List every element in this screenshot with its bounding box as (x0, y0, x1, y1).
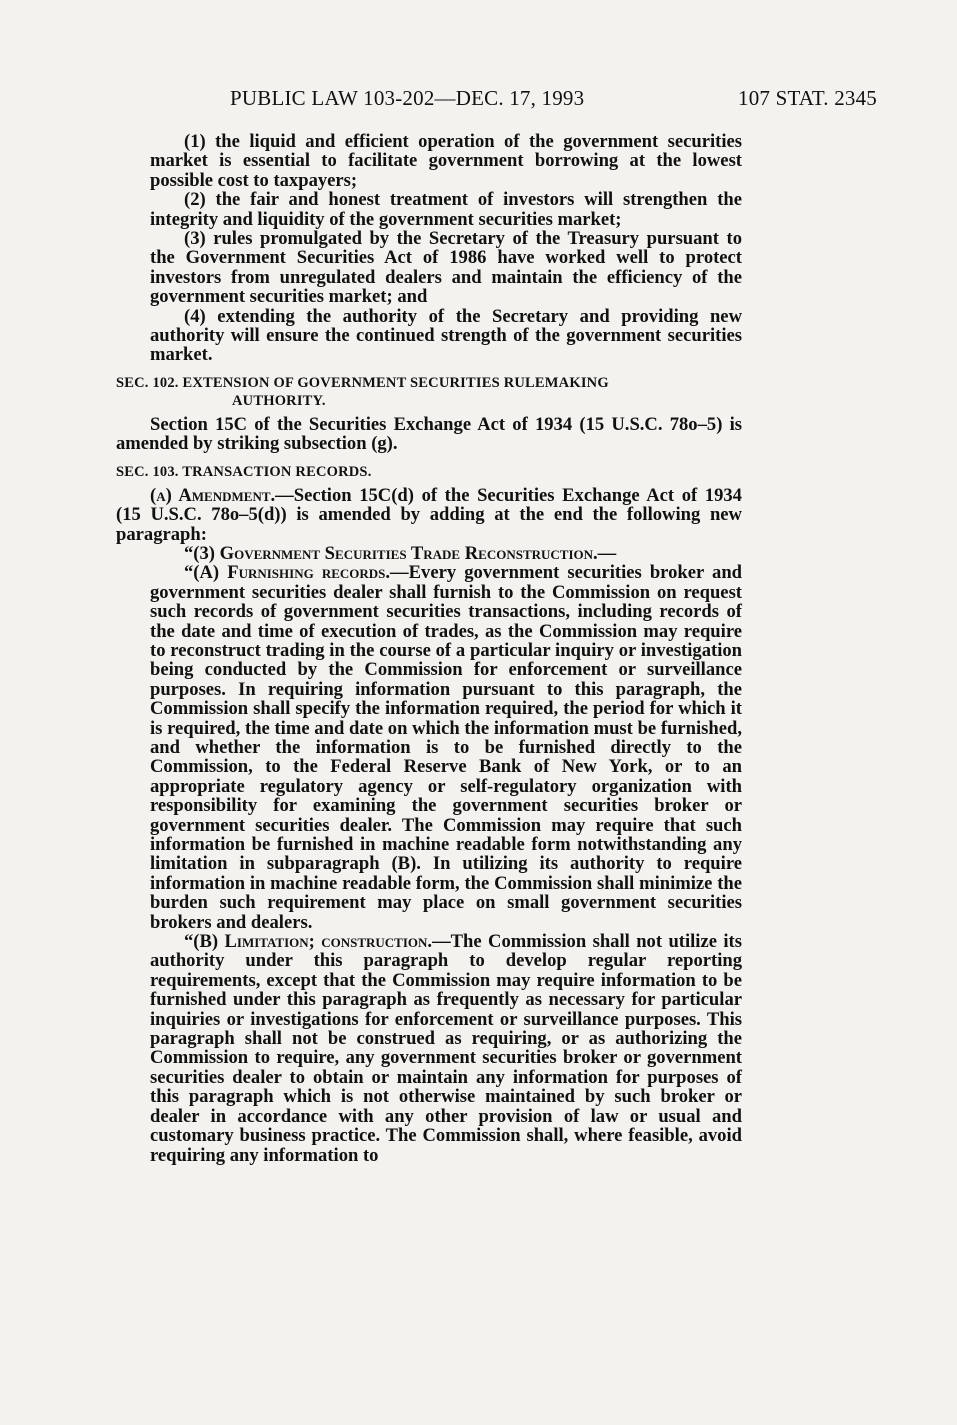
new-paragraph-block (116, 544, 742, 1165)
finding-4: (4) extending the authority of the Secretary and providing new authority will ensure the continued strength of the government securities market. (150, 305, 742, 366)
sec-103-amendment (116, 486, 742, 544)
law-citation: PUBLIC LAW 103-202—DEC. 17, 1993 (230, 86, 585, 110)
findings-list (116, 132, 742, 365)
sec-102-text: Section 15C of the Securities Exchange Act of 1934 (15 U.S.C. 78o–5) is amended by striking subsection (g). (116, 413, 742, 455)
page-header (230, 86, 877, 116)
finding-2: (2) the fair and honest treatment of investors will strengthen the integrity and liquidity of the government securities market; (150, 189, 742, 230)
body-text (116, 132, 742, 1165)
finding-1: (1) the liquid and efficient operation of the government securities market is essential to facilitate government borrowing at the lowest possible cost to taxpayers; (150, 131, 742, 191)
sec-102-label: SEC. 102. (116, 374, 179, 391)
subparagraph-b (150, 932, 742, 1165)
sec-103-title: TRANSACTION RECORDS. (182, 463, 372, 480)
sec-102-title-line2: AUTHORITY. (232, 392, 326, 409)
subparagraph-b-lead: “(B) Limitation; construction. (184, 931, 433, 953)
subparagraph-a-text: —Every government securities broker and government securities dealer shall furnish to the Commission on request such records of government securities transactions, including records of the date and time of execution of trades, as the Commission may require to reconstruct trading in the course of a particular inquiry or investigation being conducted by the Commission for enforcement or surveillance purposes. In requiring information pursuant to this paragraph, the Commission shall specify the information required, the period for which it is required, the time and date on which the information must be furnished, and whether the information is to be furnished directly to the Commission, to the Federal Reserve Bank of New York, or to an appropriate regulatory agency or self-regulatory organization with responsibility for examining the government securities broker or government securities dealer. The Commission may require that such information be furnished in machine readable form notwithstanding any limitation in subparagraph (B). In utilizing its authority to require information in machine readable form, the Commission shall minimize the burden such requirement may place on small government securities brokers and dealers. (150, 562, 743, 933)
finding-3: (3) rules promulgated by the Secretary of the Treasury pursuant to the Government Securities Act of 1986 have worked well to protect investors from unregulated dealers and maintain the efficiency of the government securities market; and (150, 228, 742, 308)
sec-102-heading (116, 374, 742, 410)
stat-citation: 107 STAT. 2345 (738, 86, 877, 110)
sec-102-title-line1: EXTENSION OF GOVERNMENT SECURITIES RULEMAKING (182, 374, 609, 391)
subparagraph-a-lead: “(A) Furnishing records. (184, 562, 391, 584)
sec-103-heading (116, 463, 742, 481)
amendment-lead: (a) Amendment. (150, 484, 276, 506)
paragraph-3-heading: “(3) Government Securities Trade Reconstruction.— (184, 542, 617, 564)
sec-103-label: SEC. 103. (116, 463, 179, 480)
subparagraph-a (150, 563, 742, 932)
subparagraph-b-text: —The Commission shall not utilize its authority under this paragraph to develop regular reporting requirements, except that the Commission may require information to be furnished under this paragraph as frequently as necessary for particular inquiries or investigations for enforcement or surveillance purposes. This paragraph shall not be construed as requiring, or as authorizing the Commission to require, any government securities broker or government securities dealer to obtain or maintain any information for purposes of this paragraph which is not otherwise maintained by such broker or dealer in accordance with any other provision of law or usual and customary business practice. The Commission shall, where feasible, avoid requiring any information to (150, 931, 742, 1166)
amendment-text: —Section 15C(d) of the Securities Exchange Act of 1934 (15 U.S.C. 78o–5(d)) is amended by adding at the end the following new paragraph: (116, 484, 742, 545)
